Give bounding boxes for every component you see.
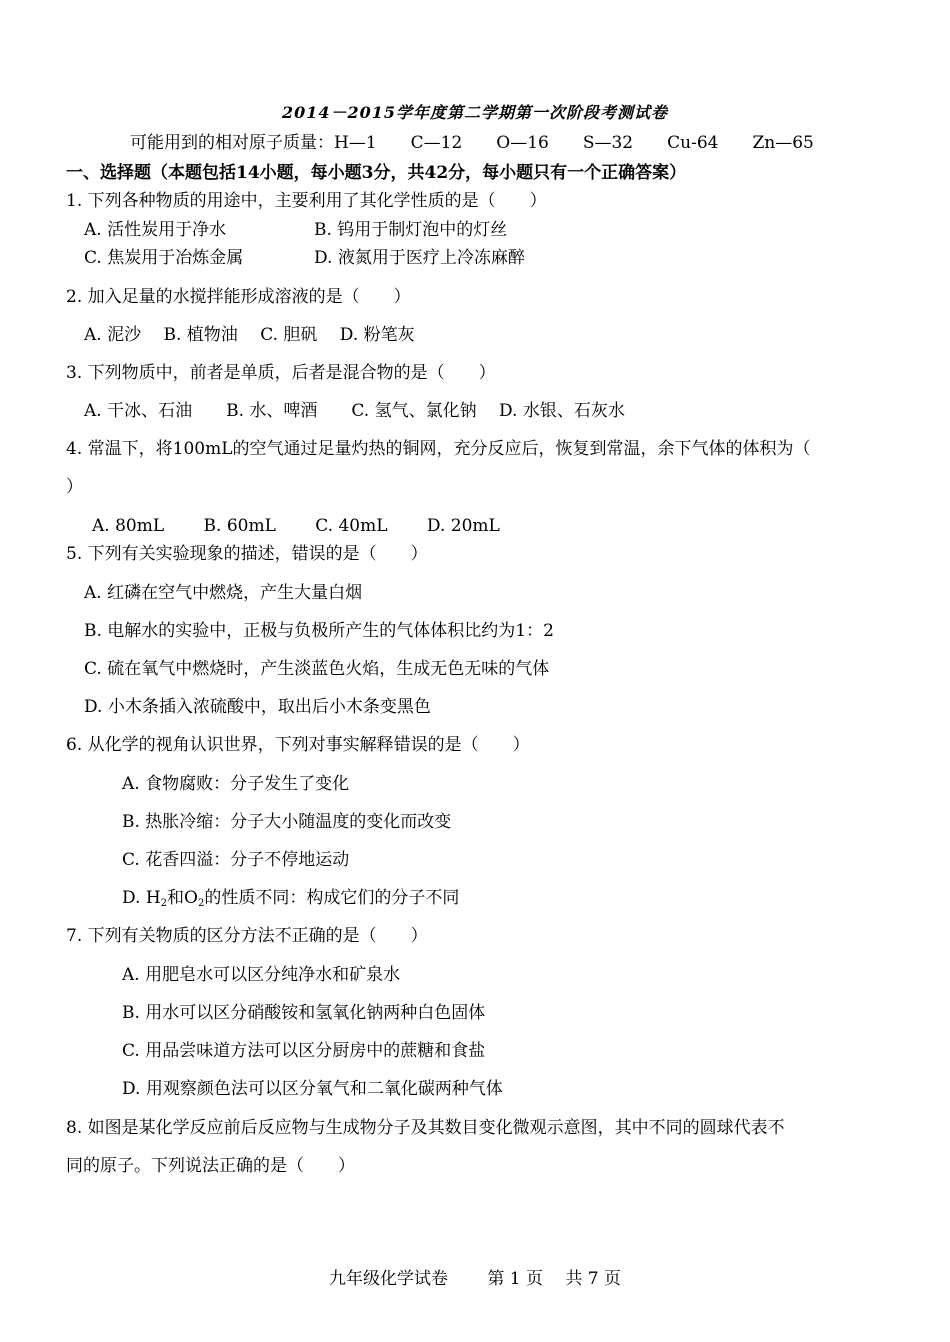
question-7-option-b: B. 用水可以区分硝酸铵和氢氧化钠两种白色固体 bbox=[122, 1003, 486, 1023]
question-1-stem: 1. 下列各种物质的用途中，主要利用了其化学性质的是（ ） bbox=[66, 191, 547, 211]
question-4-stem-cont: ） bbox=[66, 477, 83, 497]
atomic-masses: 可能用到的相对原子质量：H—1 C—12 O—16 S—32 Cu-64 Zn—65 bbox=[130, 133, 814, 153]
question-6-option-d bbox=[122, 883, 459, 909]
question-2-stem: 2. 加入足量的水搅拌能形成溶液的是（ ） bbox=[66, 287, 411, 307]
subscript: 2 bbox=[197, 898, 205, 909]
option-d-suffix: 的性质不同：构成它们的分子不同 bbox=[204, 888, 460, 908]
question-5-stem: 5. 下列有关实验现象的描述，错误的是（ ） bbox=[66, 544, 428, 564]
question-8-stem: 8. 如图是某化学反应前后反应物与生成物分子及其数目变化微观示意图，其中不同的圆球代表不 bbox=[66, 1118, 785, 1138]
question-6-option-a: A. 食物腐败：分子发生了变化 bbox=[122, 774, 350, 794]
question-6-option-b: B. 热胀冷缩：分子大小随温度的变化而改变 bbox=[122, 812, 452, 832]
subscript: 2 bbox=[160, 898, 168, 909]
question-7-option-d: D. 用观察颜色法可以区分氧气和二氧化碳两种气体 bbox=[122, 1079, 503, 1099]
question-5-option-b: B. 电解水的实验中，正极与负极所产生的气体体积比约为1：2 bbox=[84, 621, 554, 641]
question-1-option-c: C. 焦炭用于冶炼金属 bbox=[84, 248, 244, 268]
question-7-option-c: C. 用品尝味道方法可以区分厨房中的蔗糖和食盐 bbox=[122, 1041, 486, 1061]
section-heading: 一、选择题（本题包括14小题，每小题3分，共42分，每小题只有一个正确答案） bbox=[66, 163, 687, 183]
question-4-options: A. 80mL B. 60mL C. 40mL D. 20mL bbox=[92, 516, 500, 536]
exam-title: 2014－2015学年度第二学期第一次阶段考测试卷 bbox=[281, 103, 669, 122]
question-7-stem: 7. 下列有关物质的区分方法不正确的是（ ） bbox=[66, 926, 428, 946]
question-4-stem: 4. 常温下，将100mL的空气通过足量灼热的铜网，充分反应后，恢复到常温，余下气体的体积为（ bbox=[66, 439, 811, 459]
question-6-stem: 6. 从化学的视角认识世界，下列对事实解释错误的是（ ） bbox=[66, 735, 530, 755]
option-d-prefix: D. H bbox=[122, 888, 161, 908]
question-1-option-b: B. 钨用于制灯泡中的灯丝 bbox=[314, 220, 508, 240]
question-1-option-a: A. 活性炭用于净水 bbox=[84, 220, 227, 240]
question-7-option-a: A. 用肥皂水可以区分纯净水和矿泉水 bbox=[122, 965, 401, 985]
question-1-option-d: D. 液氮用于医疗上冷冻麻醉 bbox=[314, 248, 525, 268]
option-d-mid: 和O bbox=[167, 888, 198, 908]
question-6-option-c: C. 花香四溢：分子不停地运动 bbox=[122, 850, 350, 870]
question-3-options: A. 干冰、石油 B. 水、啤酒 C. 氢气、氯化钠 D. 水银、石灰水 bbox=[84, 401, 625, 421]
question-5-option-a: A. 红磷在空气中燃烧，产生大量白烟 bbox=[84, 583, 363, 603]
question-2-options: A. 泥沙 B. 植物油 C. 胆矾 D. 粉笔灰 bbox=[84, 325, 415, 345]
question-5-option-d: D. 小木条插入浓硫酸中，取出后小木条变黑色 bbox=[84, 697, 431, 717]
question-8-stem-cont: 同的原子。下列说法正确的是（ ） bbox=[66, 1156, 355, 1176]
question-3-stem: 3. 下列物质中，前者是单质，后者是混合物的是（ ） bbox=[66, 363, 496, 383]
page-footer: 九年级化学试卷 第 1 页 共 7 页 bbox=[328, 1269, 622, 1289]
question-5-option-c: C. 硫在氧气中燃烧时，产生淡蓝色火焰，生成无色无味的气体 bbox=[84, 659, 550, 679]
